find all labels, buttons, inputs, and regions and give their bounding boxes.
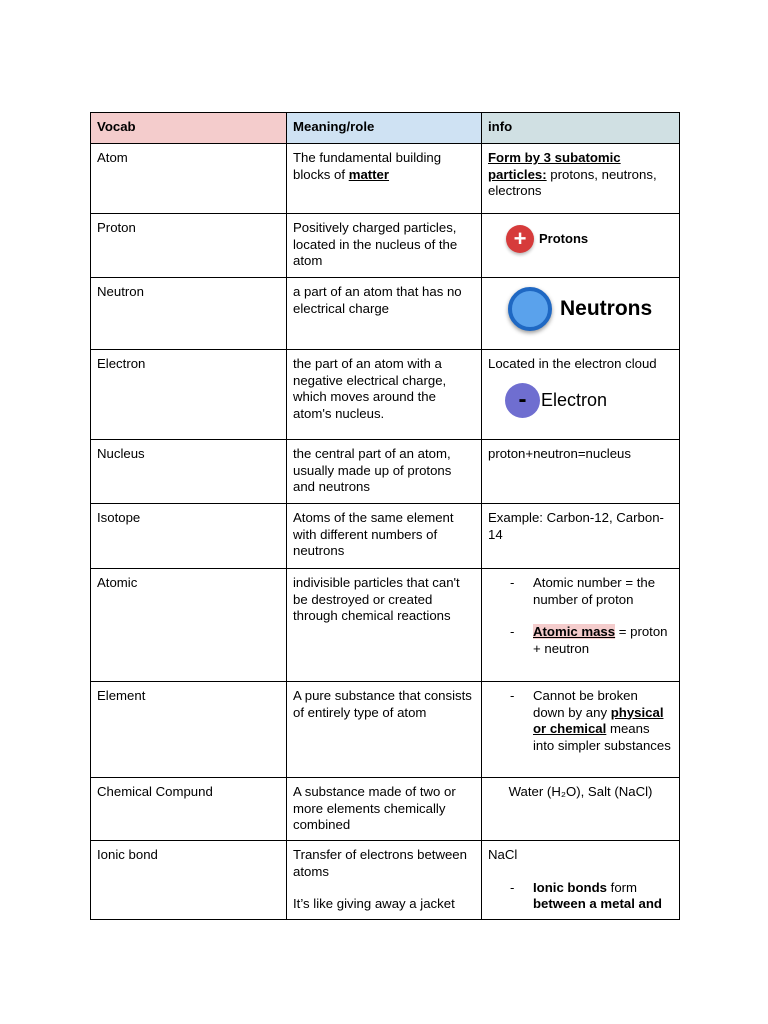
minus-icon: - bbox=[505, 383, 540, 418]
meaning-cell: Positively charged particles, located in the nucleus of the atom bbox=[287, 214, 482, 278]
header-vocab: Vocab bbox=[91, 113, 287, 144]
list-item-emphasis: Ionic bonds bbox=[533, 879, 607, 895]
meaning-cell: A pure substance that consists of entirely type of atom bbox=[287, 682, 482, 778]
info-cell bbox=[482, 214, 680, 278]
header-info: info bbox=[482, 113, 680, 144]
meaning-cell: indivisible particles that can't be destroyed or created through chemical reactions bbox=[287, 569, 482, 682]
info-cell bbox=[482, 144, 680, 214]
list-item-emphasis: between a metal and bbox=[533, 896, 662, 911]
table-row bbox=[91, 778, 680, 841]
info-text: NaCl bbox=[488, 847, 518, 862]
term-cell: Electron bbox=[91, 350, 287, 440]
term-cell: Ionic bond bbox=[91, 841, 287, 920]
info-list bbox=[488, 880, 673, 913]
table-row bbox=[91, 569, 680, 682]
info-cell bbox=[482, 569, 680, 682]
list-item bbox=[488, 688, 673, 754]
info-cell: proton+neutron=nucleus bbox=[482, 440, 680, 504]
meaning-text: Transfer of electrons between atoms bbox=[293, 847, 467, 879]
table-row bbox=[91, 278, 680, 350]
table-row bbox=[91, 440, 680, 504]
list-item bbox=[488, 624, 673, 657]
info-cell bbox=[482, 278, 680, 350]
table-row bbox=[91, 841, 680, 920]
meaning-cell bbox=[287, 841, 482, 920]
list-item-text: means into simpler substances bbox=[533, 721, 671, 753]
meaning-text: It’s like giving away a jacket bbox=[293, 896, 455, 911]
header-meaning: Meaning/role bbox=[287, 113, 482, 144]
term-cell: Neutron bbox=[91, 278, 287, 350]
term-cell: Atom bbox=[91, 144, 287, 214]
electron-label: Electron bbox=[541, 389, 608, 410]
highlight-text: Atomic mass bbox=[533, 624, 616, 639]
meaning-cell: a part of an atom that has no electrical charge bbox=[287, 278, 482, 350]
table-row bbox=[91, 504, 680, 569]
info-cell bbox=[482, 778, 680, 841]
info-cell bbox=[482, 841, 680, 920]
info-cell bbox=[482, 350, 680, 440]
plus-icon: + bbox=[506, 225, 534, 253]
list-item: - Atomic number = the number of proton bbox=[488, 575, 673, 608]
info-text: Located in the electron cloud bbox=[488, 356, 657, 371]
protons-badge bbox=[506, 225, 673, 253]
neutrons-badge bbox=[508, 287, 673, 331]
info-text: protons, neutrons, electrons bbox=[488, 166, 657, 198]
term-cell: Atomic bbox=[91, 569, 287, 682]
term-cell: Chemical Compund bbox=[91, 778, 287, 841]
list-item-emphasis: physical or chemical bbox=[533, 704, 664, 736]
meaning-cell bbox=[287, 144, 482, 214]
protons-label: Protons bbox=[539, 230, 589, 246]
meaning-cell: Atoms of the same element with different numbers of neutrons bbox=[287, 504, 482, 569]
term-cell: Isotope bbox=[91, 504, 287, 569]
table-row bbox=[91, 144, 680, 214]
list-item bbox=[488, 880, 673, 913]
neutrons-label: Neutrons bbox=[560, 296, 653, 320]
info-list bbox=[488, 575, 673, 657]
term-cell: Proton bbox=[91, 214, 287, 278]
list-item-text: Cannot be broken down by any bbox=[533, 688, 638, 720]
term-cell: Element bbox=[91, 682, 287, 778]
meaning-cell: the part of an atom with a negative electrical charge, which moves around the atom's nucleus. bbox=[287, 350, 482, 440]
info-cell bbox=[482, 682, 680, 778]
neutron-circle-icon bbox=[508, 287, 552, 331]
info-emphasis: Form by 3 subatomic particles: bbox=[488, 150, 621, 182]
info-text: Water (H₂O), Salt (NaCl) bbox=[508, 784, 653, 799]
electron-badge bbox=[505, 383, 673, 418]
table-header-row bbox=[91, 113, 680, 144]
meaning-text: The fundamental building blocks of bbox=[293, 150, 442, 182]
term-cell: Nucleus bbox=[91, 440, 287, 504]
info-cell: Example: Carbon-12, Carbon-14 bbox=[482, 504, 680, 569]
meaning-cell: the central part of an atom, usually made up of protons and neutrons bbox=[287, 440, 482, 504]
list-item-text: form bbox=[607, 879, 638, 895]
list-item-text: = proton + neutron bbox=[533, 624, 668, 656]
meaning-emphasis: matter bbox=[348, 166, 390, 182]
info-list bbox=[488, 688, 673, 754]
table-row bbox=[91, 350, 680, 440]
table-row bbox=[91, 682, 680, 778]
meaning-cell: A substance made of two or more elements chemically combined bbox=[287, 778, 482, 841]
vocab-table bbox=[90, 112, 680, 920]
table-row bbox=[91, 214, 680, 278]
